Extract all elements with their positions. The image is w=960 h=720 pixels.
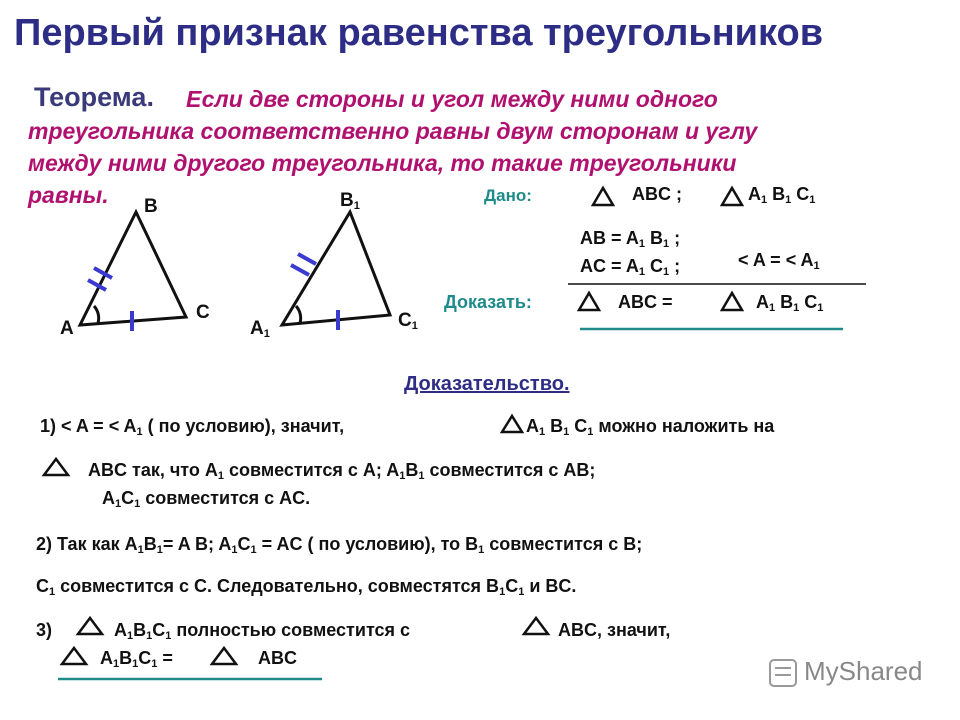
vertex-b1: $B_1$ [340,190,360,212]
proof-step-3-line-1b: ABC, значит, [558,620,671,640]
proof-step-3-line-2: $A_1B_1C_1$ = [100,648,173,670]
given-eq-ac: AC = $A_1$ $C_1$ ; [580,256,681,278]
triangle-symbol [62,648,86,664]
angle-a1-arc [296,306,301,323]
proof-step-1-line-2: ABC так, что $A_1$ совместится с A; $A_1B_1$ совместится с AB; [88,460,596,482]
theorem-line-1: Если две стороны и угол между ними одного [186,86,718,112]
triangle-symbol [579,293,599,310]
proof-title: Доказательство. [404,373,570,395]
vertex-a: A [60,318,74,339]
tick-a1b1-1 [291,265,309,275]
triangle-symbol [78,618,102,634]
triangle-symbol [722,293,742,310]
triangle-symbol [212,648,236,664]
angle-a-arc [94,306,99,323]
prove-left: ABC = [618,292,673,312]
proof-step-2-line-2: $C_1$ совместится с C. Следовательно, совместятся $B_1C_1$ и BC. [36,576,577,598]
proof-step-3-number: 3) [36,620,53,640]
vertex-a1: $A_1$ [250,318,270,340]
watermark-logo-icon [770,660,796,686]
given-eq-ab: AB = $A_1$ $B_1$ ; [580,228,681,250]
prove-label: Доказать: [444,292,532,312]
proof-step-3-line-1: $A_1B_1C_1$ полностью совместится с [114,620,411,642]
theorem-label: Теорема. [34,82,154,112]
watermark: MyShared [804,656,923,686]
triangle-symbol [593,188,613,205]
triangle-symbol [502,416,522,432]
triangle-symbol [722,188,742,205]
triangle-symbol [44,459,68,475]
proof-step-1-line-3: $A_1C_1$ совместится с AC. [102,488,311,510]
given-label: Дано: [484,186,532,205]
theorem-line-2: треугольника соответственно равны двум сторонам и углу [28,118,758,144]
page-title: Первый признак равенства треугольников [14,12,824,54]
theorem-line-4: равны. [28,182,109,208]
vertex-c1: $C_1$ [398,310,418,332]
proof-step-1-line-1b: $A_1$ $B_1$ $C_1$ можно наложить на [526,416,775,438]
given-triangle-2: $A_1$ $B_1$ $C_1$ [748,184,816,206]
proof-step-1-line-1: 1) < A = < $A_1$ ( по условию), значит, [40,416,345,438]
theorem-line-3: между ними другого треугольника, то такие треугольники [28,150,737,176]
proof-step-3-line-2b: ABC [258,648,297,668]
vertex-b: B [144,196,158,217]
tick-a1b1-2 [298,254,316,264]
given-triangle-1: ABC ; [632,184,682,204]
proof-step-2-line-1: 2) Так как $A_1B_1= A$ B; $A_1C_1$ = AC ( по условию), то $B_1$ совместится с B; [36,534,643,556]
prove-right: $A_1$ $B_1$ $C_1$ [756,292,824,314]
vertex-c: C [196,302,210,323]
given-angle-eq: < A = < $A_1$ [738,250,820,272]
triangle-symbol [524,618,548,634]
